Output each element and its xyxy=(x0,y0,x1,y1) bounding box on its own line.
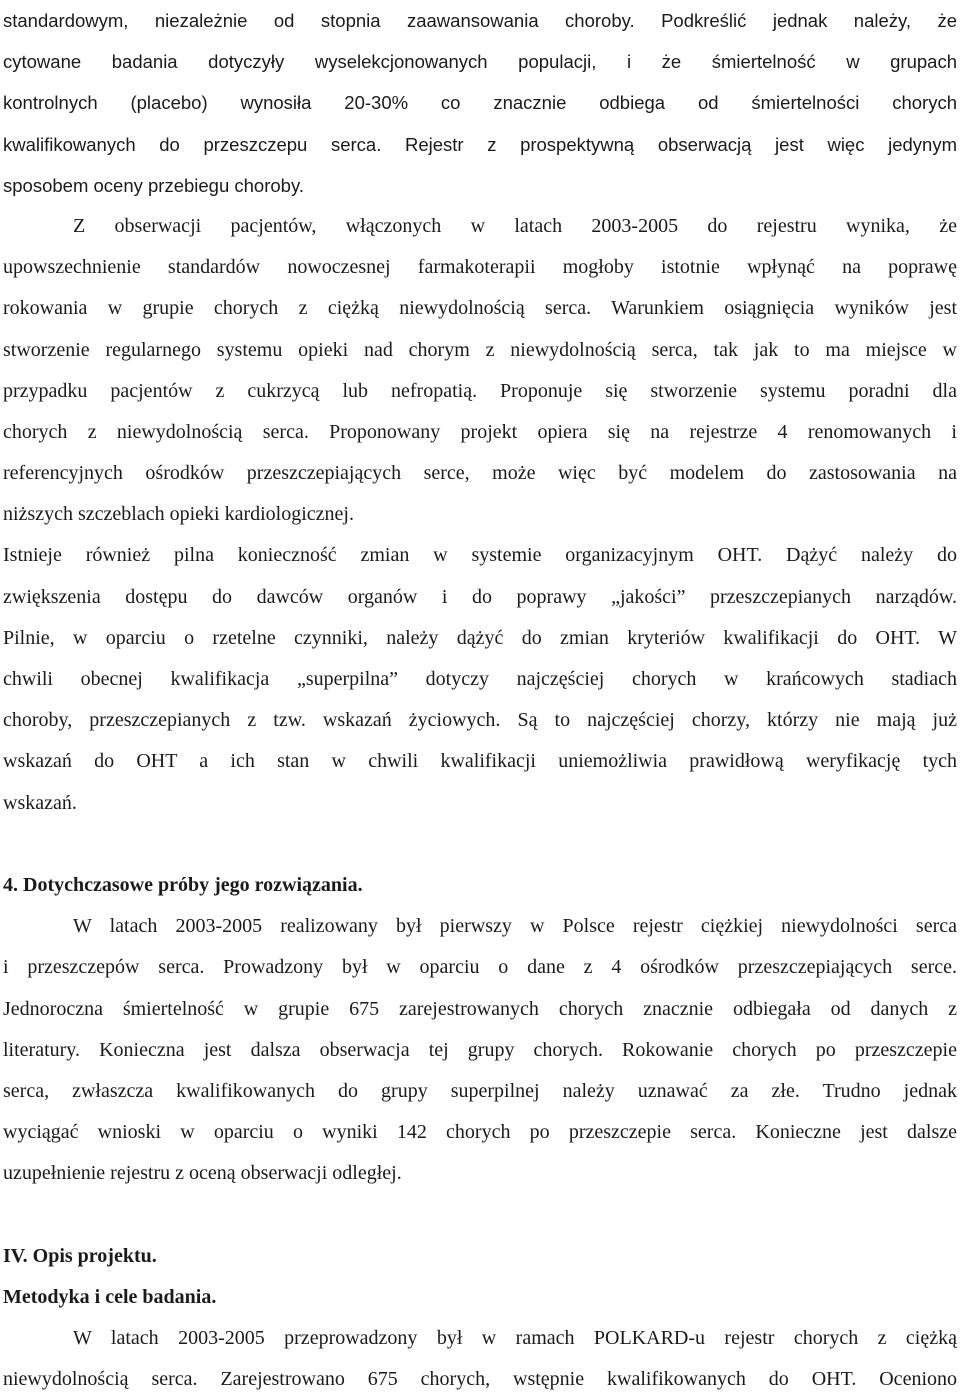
text-line: przypadku pacjentów z cukrzycą lub nefropatią. Proponuje się stworzenie systemu poradni dla xyxy=(3,379,957,402)
text-line: upowszechnienie standardów nowoczesnej farmakoterapii mogłoby istotnie wpłynąć na poprawę xyxy=(3,256,957,279)
text-line: zwiększenia dostępu do dawców organów i do poprawy „jakości” przeszczepianych narządów. xyxy=(3,585,957,608)
section-heading-4: 4. Dotychczasowe próby jego rozwiązania. xyxy=(3,873,363,896)
text-line: kwalifikowanych do przeszczepu serca. Rejestr z prospektywną obserwacją jest więc jedynym xyxy=(3,133,957,155)
text-line: Z obserwacji pacjentów, włączonych w latach 2003-2005 do rejestru wynika, że xyxy=(73,214,957,237)
text-line: referencyjnych ośrodków przeszczepiających serce, może więc być modelem do zastosowania na xyxy=(3,462,957,485)
text-line: rokowania w grupie chorych z ciężką niewydolnością serca. Warunkiem osiągnięcia wyników jest xyxy=(3,297,957,320)
text-line: stworzenie regularnego systemu opieki nad chorym z niewydolnością serca, tak jak to ma miejsce w xyxy=(3,338,957,361)
blank-line xyxy=(3,824,957,865)
document-page xyxy=(3,0,957,1400)
text-line: Istnieje również pilna konieczność zmian w systemie organizacyjnym OHT. Dążyć należy do xyxy=(3,544,957,567)
section-heading-iv: IV. Opis projektu. xyxy=(3,1244,157,1267)
paragraph-3 xyxy=(3,535,957,823)
text-line: Jednoroczna śmiertelność w grupie 675 zarejestrowanych chorych znacznie odbiegała od danych z xyxy=(3,997,957,1020)
paragraph-2 xyxy=(3,206,957,536)
text-line: literatury. Konieczna jest dalsza obserwacja tej grupy chorych. Rokowanie chorych po przeszczepie xyxy=(3,1038,957,1061)
subsection-heading-metodyka: Metodyka i cele badania. xyxy=(3,1285,217,1308)
text-line: W latach 2003-2005 realizowany był pierwszy w Polsce rejestr ciężkiej niewydolności serca xyxy=(73,915,957,938)
paragraph-5 xyxy=(3,1318,957,1400)
text-line: wskazań. xyxy=(3,791,77,814)
text-line: uzupełnienie rejestru z oceną obserwacji odległej. xyxy=(3,1162,402,1185)
paragraph-4 xyxy=(3,906,957,1194)
text-line: Pilnie, w oparciu o rzetelne czynniki, należy dążyć do zmian kryteriów kwalifikacji do OHT. W xyxy=(3,626,957,649)
text-line: cytowane badania dotyczyły wyselekcjonowanych populacji, i że śmiertelność w grupach xyxy=(3,51,957,73)
text-line: i przeszczepów serca. Prowadzony był w oparciu o dane z 4 ośrodków przeszczepiających serce. xyxy=(3,956,957,979)
text-line: kontrolnych (placebo) wynosiła 20-30% co znacznie odbiega od śmiertelności chorych xyxy=(3,92,957,114)
text-line: W latach 2003-2005 przeprowadzony był w ramach POLKARD-u rejestr chorych z ciężką xyxy=(73,1327,957,1349)
text-line: serca, zwłaszcza kwalifikowanych do grupy superpilnej należy uznawać za złe. Trudno jednak xyxy=(3,1079,957,1102)
text-line: niższych szczeblach opieki kardiologicznej. xyxy=(3,503,354,526)
text-line: chwili obecnej kwalifikacja „superpilna” dotyczy najczęściej chorych w krańcowych stadiach xyxy=(3,668,957,690)
text-line: niewydolnością serca. Zarejestrowano 675 chorych, wstępnie kwalifikowanych do OHT. Oceniono xyxy=(3,1368,957,1391)
paragraph-1 xyxy=(3,0,957,206)
text-line: standardowym, niezależnie od stopnia zaawansowania choroby. Podkreślić jednak należy, że xyxy=(3,10,957,31)
text-line: chorych z niewydolnością serca. Proponowany projekt opiera się na rejestrze 4 renomowanych i xyxy=(3,420,957,443)
text-line: choroby, przeszczepianych z tzw. wskazań życiowych. Są to najczęściej chorzy, którzy nie mają już xyxy=(3,709,957,732)
text-line: sposobem oceny przebiegu choroby. xyxy=(3,174,304,196)
blank-line xyxy=(3,1194,957,1235)
text-line: wskazań do OHT a ich stan w chwili kwalifikacji uniemożliwia prawidłową weryfikację tych xyxy=(3,750,957,773)
text-line: wyciągać wnioski w oparciu o wyniki 142 chorych po przeszczepie serca. Konieczne jest dalsze xyxy=(3,1121,957,1144)
